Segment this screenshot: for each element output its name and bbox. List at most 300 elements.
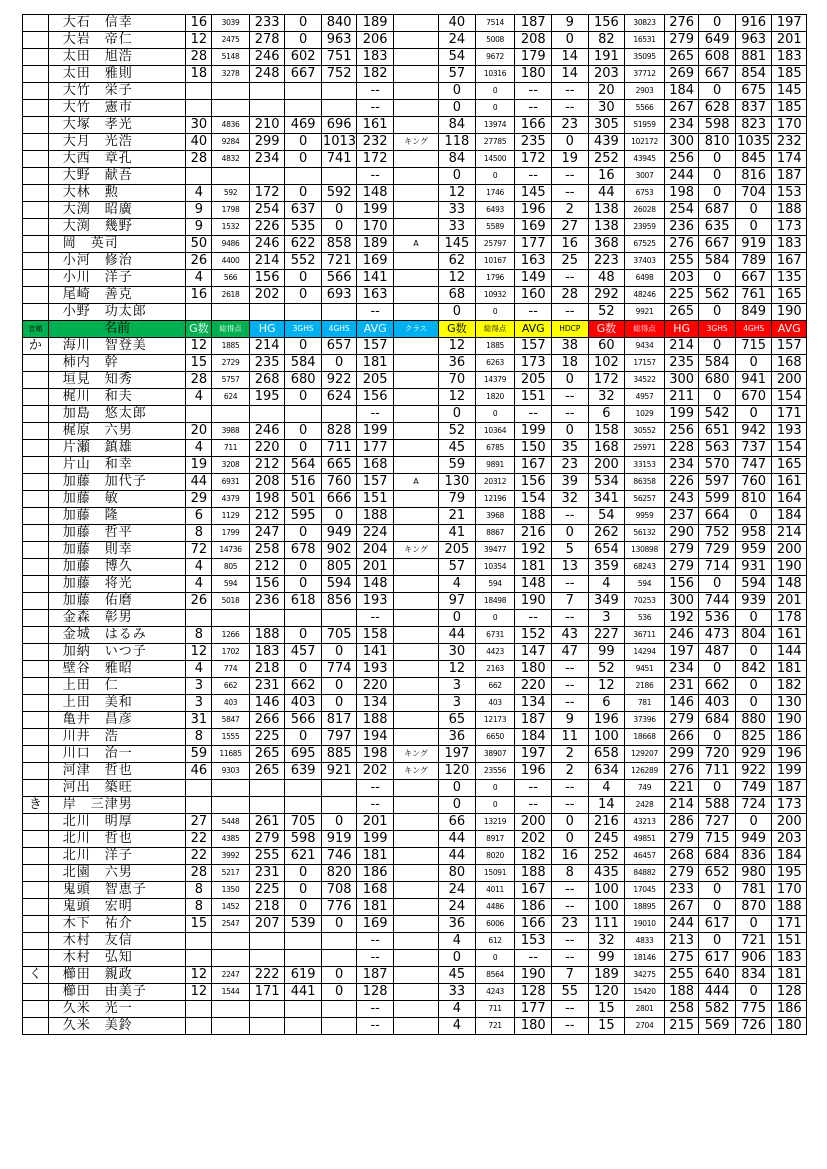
- cell-g1: 3: [186, 695, 212, 712]
- cell-g1: 18: [186, 66, 212, 83]
- cell-pts2: 9672: [475, 49, 515, 66]
- cell-pts3: 9451: [625, 661, 665, 678]
- cell-idx: [23, 661, 49, 678]
- cell-hg3: 255: [664, 253, 698, 270]
- cell-hdcp: --: [552, 185, 589, 202]
- cell-pts1: 403: [212, 695, 250, 712]
- cell-name: 上田 仁: [48, 678, 186, 695]
- cell-pts2: 14379: [475, 372, 515, 389]
- cell-g3: 200: [588, 457, 625, 474]
- cell-ghs4b: 929: [735, 746, 772, 763]
- cell-ghs4b: 958: [735, 525, 772, 542]
- cell-g3: 138: [588, 202, 625, 219]
- cell-idx: [23, 610, 49, 627]
- cell-ghs3a: 0: [285, 185, 322, 202]
- cell-ghs3a: 0: [285, 576, 322, 593]
- cell-class: [393, 168, 438, 185]
- cell-pts3: 17045: [625, 882, 665, 899]
- cell-ghs4a: 566: [321, 270, 356, 287]
- cell-hg3: 236: [664, 219, 698, 236]
- cell-hg3: 211: [664, 389, 698, 406]
- cell-ghs3a: 0: [285, 389, 322, 406]
- cell-ghs4a: [321, 304, 356, 321]
- cell-ghs4a: 0: [321, 967, 356, 984]
- cell-pts3: 56132: [625, 525, 665, 542]
- cell-pts2: 5008: [475, 32, 515, 49]
- cell-g2: 0: [439, 797, 476, 814]
- cell-ghs3a: 0: [285, 151, 322, 168]
- cell-ghs4a: 902: [321, 542, 356, 559]
- cell-ghs3b: 0: [699, 933, 736, 950]
- cell-name: 久米 光一: [48, 1001, 186, 1018]
- cell-ghs4b: 942: [735, 423, 772, 440]
- cell-g1: 8: [186, 882, 212, 899]
- cell-g1: [186, 933, 212, 950]
- cell-hg3: 244: [664, 168, 698, 185]
- cell-avg2: 196: [515, 202, 552, 219]
- cell-avg3: 199: [772, 763, 807, 780]
- cell-g1: 46: [186, 763, 212, 780]
- cell-avg2: 180: [515, 661, 552, 678]
- table-row: [23, 559, 807, 576]
- cell-pts3: 35095: [625, 49, 665, 66]
- cell-name: 岡 英司: [48, 236, 186, 253]
- cell-g1: 9: [186, 219, 212, 236]
- table-row: [23, 967, 807, 984]
- cell-avg3: 135: [772, 270, 807, 287]
- cell-g2: 44: [439, 627, 476, 644]
- cell-hg3: 265: [664, 49, 698, 66]
- cell-pts1: 592: [212, 185, 250, 202]
- cell-g3: 54: [588, 508, 625, 525]
- table-row: [23, 406, 807, 423]
- cell-class: キング: [393, 542, 438, 559]
- cell-idx: [23, 270, 49, 287]
- cell-g1: 8: [186, 627, 212, 644]
- cell-name: 北川 哲也: [48, 831, 186, 848]
- table-row: [23, 100, 807, 117]
- cell-hdcp: 11: [552, 729, 589, 746]
- cell-g1: [186, 1018, 212, 1035]
- cell-ghs4a: 921: [321, 763, 356, 780]
- cell-hg3: 276: [664, 15, 698, 32]
- cell-ghs3a: 0: [285, 525, 322, 542]
- cell-ghs4a: [321, 797, 356, 814]
- cell-hg1: 218: [249, 899, 284, 916]
- cell-class: [393, 967, 438, 984]
- cell-hdcp: --: [552, 406, 589, 423]
- cell-ghs3b: 684: [699, 712, 736, 729]
- cell-class: [393, 661, 438, 678]
- cell-pts3: 37712: [625, 66, 665, 83]
- cell-g1: [186, 780, 212, 797]
- cell-avg1: --: [357, 1001, 394, 1018]
- cell-avg1: --: [357, 1018, 394, 1035]
- cell-hdcp: 13: [552, 559, 589, 576]
- cell-avg3: 214: [772, 525, 807, 542]
- cell-avg2: 192: [515, 542, 552, 559]
- cell-class: [393, 338, 438, 355]
- cell-g2: 12: [439, 338, 476, 355]
- cell-avg2: --: [515, 950, 552, 967]
- cell-ghs4b: 704: [735, 185, 772, 202]
- cell-g2: 68: [439, 287, 476, 304]
- cell-idx: [23, 729, 49, 746]
- cell-g1: 4: [186, 185, 212, 202]
- cell-hdcp: 7: [552, 967, 589, 984]
- cell-class: [393, 15, 438, 32]
- cell-ghs4b: 724: [735, 797, 772, 814]
- cell-avg2: 151: [515, 389, 552, 406]
- cell-idx: [23, 1001, 49, 1018]
- header-row: [23, 321, 807, 338]
- cell-hdcp: --: [552, 270, 589, 287]
- cell-avg2: 148: [515, 576, 552, 593]
- cell-pts1: 3988: [212, 423, 250, 440]
- cell-ghs4a: 711: [321, 440, 356, 457]
- cell-hg1: 171: [249, 984, 284, 1001]
- cell-avg3: 161: [772, 627, 807, 644]
- cell-class: [393, 423, 438, 440]
- table-row: [23, 32, 807, 49]
- cell-hdcp: 38: [552, 338, 589, 355]
- cell-pts2: 12173: [475, 712, 515, 729]
- cell-ghs4b: 781: [735, 882, 772, 899]
- cell-g3: 100: [588, 729, 625, 746]
- table-row: [23, 151, 807, 168]
- cell-ghs4a: 0: [321, 678, 356, 695]
- cell-g1: 20: [186, 423, 212, 440]
- cell-g1: 30: [186, 117, 212, 134]
- cell-pts3: 30823: [625, 15, 665, 32]
- cell-g3: 341: [588, 491, 625, 508]
- cell-pts3: 6498: [625, 270, 665, 287]
- cell-avg1: 189: [357, 236, 394, 253]
- cell-hg1: 231: [249, 865, 284, 882]
- cell-ghs3a: 639: [285, 763, 322, 780]
- cell-hg3: 225: [664, 287, 698, 304]
- cell-hdcp: 0: [552, 831, 589, 848]
- cell-hdcp: --: [552, 950, 589, 967]
- cell-pts1: 9303: [212, 763, 250, 780]
- cell-avg1: --: [357, 304, 394, 321]
- cell-hdcp: 9: [552, 15, 589, 32]
- cell-hdcp: 0: [552, 814, 589, 831]
- cell-pts2: 721: [475, 1018, 515, 1035]
- cell-avg2: 199: [515, 423, 552, 440]
- cell-g3: 30: [588, 100, 625, 117]
- cell-avg3: 183: [772, 950, 807, 967]
- cell-name: 大竹 憲市: [48, 100, 186, 117]
- cell-name: 加藤 佑磨: [48, 593, 186, 610]
- cell-g3: 138: [588, 219, 625, 236]
- table-row: [23, 831, 807, 848]
- cell-avg3: 190: [772, 712, 807, 729]
- cell-g2: 24: [439, 32, 476, 49]
- cell-ghs4a: 624: [321, 389, 356, 406]
- cell-pts3: 43213: [625, 814, 665, 831]
- header-col-hg1: HG: [249, 321, 284, 338]
- cell-g1: [186, 797, 212, 814]
- cell-name: 櫛田 由美子: [48, 984, 186, 1001]
- cell-g2: 44: [439, 831, 476, 848]
- cell-class: [393, 100, 438, 117]
- cell-pts1: [212, 1018, 250, 1035]
- cell-hg1: 234: [249, 151, 284, 168]
- cell-g2: 0: [439, 950, 476, 967]
- cell-avg1: 141: [357, 270, 394, 287]
- table-row: [23, 610, 807, 627]
- header-col-avg1: AVG: [357, 321, 394, 338]
- cell-pts3: 49851: [625, 831, 665, 848]
- cell-hg1: [249, 168, 284, 185]
- cell-ghs4b: 0: [735, 695, 772, 712]
- cell-hg3: 197: [664, 644, 698, 661]
- cell-g1: 28: [186, 372, 212, 389]
- cell-pts3: 2428: [625, 797, 665, 814]
- cell-pts1: 1266: [212, 627, 250, 644]
- cell-class: [393, 814, 438, 831]
- cell-avg1: 188: [357, 508, 394, 525]
- cell-pts3: 536: [625, 610, 665, 627]
- cell-hdcp: 16: [552, 236, 589, 253]
- cell-ghs4a: [321, 406, 356, 423]
- cell-idx: [23, 406, 49, 423]
- cell-g1: 26: [186, 253, 212, 270]
- cell-avg1: 168: [357, 882, 394, 899]
- cell-ghs3b: 608: [699, 49, 736, 66]
- cell-avg1: 169: [357, 916, 394, 933]
- cell-hg3: 146: [664, 695, 698, 712]
- cell-idx: [23, 746, 49, 763]
- cell-ghs4a: 666: [321, 491, 356, 508]
- cell-ghs4b: 922: [735, 763, 772, 780]
- cell-avg3: 180: [772, 1018, 807, 1035]
- table-row: [23, 950, 807, 967]
- table-row: [23, 219, 807, 236]
- cell-idx: [23, 576, 49, 593]
- cell-pts3: 2186: [625, 678, 665, 695]
- cell-ghs3a: [285, 168, 322, 185]
- cell-pts1: 5757: [212, 372, 250, 389]
- cell-hg1: [249, 780, 284, 797]
- cell-ghs3b: 487: [699, 644, 736, 661]
- cell-name: 加藤 将光: [48, 576, 186, 593]
- cell-pts3: 33153: [625, 457, 665, 474]
- cell-g2: 3: [439, 695, 476, 712]
- cell-pts1: 1129: [212, 508, 250, 525]
- cell-ghs3b: 680: [699, 372, 736, 389]
- cell-pts1: [212, 83, 250, 100]
- cell-g2: 57: [439, 559, 476, 576]
- cell-idx: [23, 1018, 49, 1035]
- cell-hg1: 225: [249, 882, 284, 899]
- cell-ghs3a: 469: [285, 117, 322, 134]
- cell-class: [393, 491, 438, 508]
- cell-ghs3b: 744: [699, 593, 736, 610]
- cell-g1: 15: [186, 355, 212, 372]
- cell-name: 上田 美和: [48, 695, 186, 712]
- cell-hg3: 300: [664, 134, 698, 151]
- cell-avg2: 150: [515, 440, 552, 457]
- cell-class: [393, 899, 438, 916]
- cell-g1: 12: [186, 967, 212, 984]
- cell-hdcp: --: [552, 678, 589, 695]
- cell-pts1: [212, 610, 250, 627]
- cell-avg1: 199: [357, 831, 394, 848]
- cell-g2: 66: [439, 814, 476, 831]
- cell-avg3: 203: [772, 831, 807, 848]
- cell-pts2: 0: [475, 100, 515, 117]
- cell-avg1: 183: [357, 49, 394, 66]
- cell-g1: 50: [186, 236, 212, 253]
- cell-ghs3b: 0: [699, 661, 736, 678]
- cell-g3: 52: [588, 661, 625, 678]
- cell-pts1: 5847: [212, 712, 250, 729]
- cell-g2: 0: [439, 100, 476, 117]
- cell-name: 北川 明厚: [48, 814, 186, 831]
- cell-class: [393, 831, 438, 848]
- cell-pts3: 25971: [625, 440, 665, 457]
- cell-name: 川口 治一: [48, 746, 186, 763]
- cell-avg1: 205: [357, 372, 394, 389]
- cell-avg2: 220: [515, 678, 552, 695]
- cell-pts2: 4486: [475, 899, 515, 916]
- table-row: [23, 916, 807, 933]
- cell-ghs3a: [285, 933, 322, 950]
- cell-g3: 4: [588, 576, 625, 593]
- cell-ghs3b: 597: [699, 474, 736, 491]
- header-col-g2: G数: [439, 321, 476, 338]
- cell-g3: 100: [588, 882, 625, 899]
- cell-ghs3a: 403: [285, 695, 322, 712]
- cell-pts2: 38907: [475, 746, 515, 763]
- cell-g1: 4: [186, 661, 212, 678]
- cell-ghs3b: 628: [699, 100, 736, 117]
- cell-hg3: 279: [664, 865, 698, 882]
- cell-class: [393, 644, 438, 661]
- cell-avg3: 188: [772, 899, 807, 916]
- table-row: [23, 474, 807, 491]
- cell-avg2: 147: [515, 644, 552, 661]
- cell-ghs4a: 0: [321, 355, 356, 372]
- cell-name: 大石 信幸: [48, 15, 186, 32]
- table-row: [23, 865, 807, 882]
- cell-hg3: 279: [664, 32, 698, 49]
- cell-ghs3b: 0: [699, 389, 736, 406]
- cell-g2: 4: [439, 576, 476, 593]
- table-row: [23, 780, 807, 797]
- cell-pts1: 2475: [212, 32, 250, 49]
- cell-class: [393, 559, 438, 576]
- cell-hg1: 212: [249, 508, 284, 525]
- cell-idx: [23, 559, 49, 576]
- cell-ghs3a: 0: [285, 32, 322, 49]
- cell-hdcp: 16: [552, 848, 589, 865]
- cell-idx: [23, 627, 49, 644]
- cell-ghs4b: 761: [735, 287, 772, 304]
- table-row: [23, 270, 807, 287]
- cell-ghs4a: [321, 1018, 356, 1035]
- cell-hg3: 258: [664, 1001, 698, 1018]
- cell-ghs3b: 0: [699, 899, 736, 916]
- cell-avg2: 208: [515, 32, 552, 49]
- cell-g2: 45: [439, 440, 476, 457]
- cell-avg3: 183: [772, 236, 807, 253]
- cell-ghs3a: 637: [285, 202, 322, 219]
- table-row: [23, 984, 807, 1001]
- cell-ghs4b: 667: [735, 270, 772, 287]
- cell-ghs3a: 0: [285, 882, 322, 899]
- cell-ghs3b: 664: [699, 508, 736, 525]
- cell-avg2: 145: [515, 185, 552, 202]
- cell-ghs3a: 0: [285, 661, 322, 678]
- cell-avg3: 185: [772, 100, 807, 117]
- cell-pts1: 4400: [212, 253, 250, 270]
- cell-hg1: 195: [249, 389, 284, 406]
- cell-avg3: 200: [772, 814, 807, 831]
- cell-g1: 8: [186, 525, 212, 542]
- cell-g2: 70: [439, 372, 476, 389]
- cell-ghs3a: 598: [285, 831, 322, 848]
- cell-g1: 4: [186, 270, 212, 287]
- cell-pts3: 18895: [625, 899, 665, 916]
- cell-hg3: 234: [664, 117, 698, 134]
- cell-ghs3b: 652: [699, 865, 736, 882]
- cell-ghs3b: 0: [699, 185, 736, 202]
- cell-name: 垣見 知秀: [48, 372, 186, 389]
- cell-name: 河津 哲也: [48, 763, 186, 780]
- cell-class: [393, 304, 438, 321]
- cell-g3: 15: [588, 1001, 625, 1018]
- table-row: [23, 423, 807, 440]
- cell-g2: 24: [439, 899, 476, 916]
- cell-pts1: 3278: [212, 66, 250, 83]
- cell-ghs4a: 751: [321, 49, 356, 66]
- cell-ghs3a: 501: [285, 491, 322, 508]
- cell-name: 加藤 哲平: [48, 525, 186, 542]
- cell-avg2: 128: [515, 984, 552, 1001]
- cell-ghs4a: 0: [321, 202, 356, 219]
- cell-avg1: 193: [357, 593, 394, 610]
- cell-hg1: 247: [249, 525, 284, 542]
- cell-hg1: 268: [249, 372, 284, 389]
- cell-g1: 8: [186, 729, 212, 746]
- cell-g1: 12: [186, 32, 212, 49]
- cell-name: 小河 修治: [48, 253, 186, 270]
- cell-idx: か: [23, 338, 49, 355]
- cell-idx: [23, 644, 49, 661]
- cell-idx: [23, 491, 49, 508]
- cell-pts1: [212, 950, 250, 967]
- cell-hg1: 198: [249, 491, 284, 508]
- cell-ghs3b: 649: [699, 32, 736, 49]
- cell-g2: 12: [439, 661, 476, 678]
- cell-pts1: 1350: [212, 882, 250, 899]
- cell-idx: [23, 593, 49, 610]
- cell-g3: 48: [588, 270, 625, 287]
- cell-ghs3b: 0: [699, 780, 736, 797]
- cell-avg1: 199: [357, 423, 394, 440]
- cell-hg1: 156: [249, 576, 284, 593]
- cell-g2: 33: [439, 202, 476, 219]
- cell-g1: 19: [186, 457, 212, 474]
- cell-hg1: [249, 933, 284, 950]
- cell-avg2: 196: [515, 763, 552, 780]
- cell-name: 大林 勲: [48, 185, 186, 202]
- cell-hg3: 226: [664, 474, 698, 491]
- table-row: [23, 389, 807, 406]
